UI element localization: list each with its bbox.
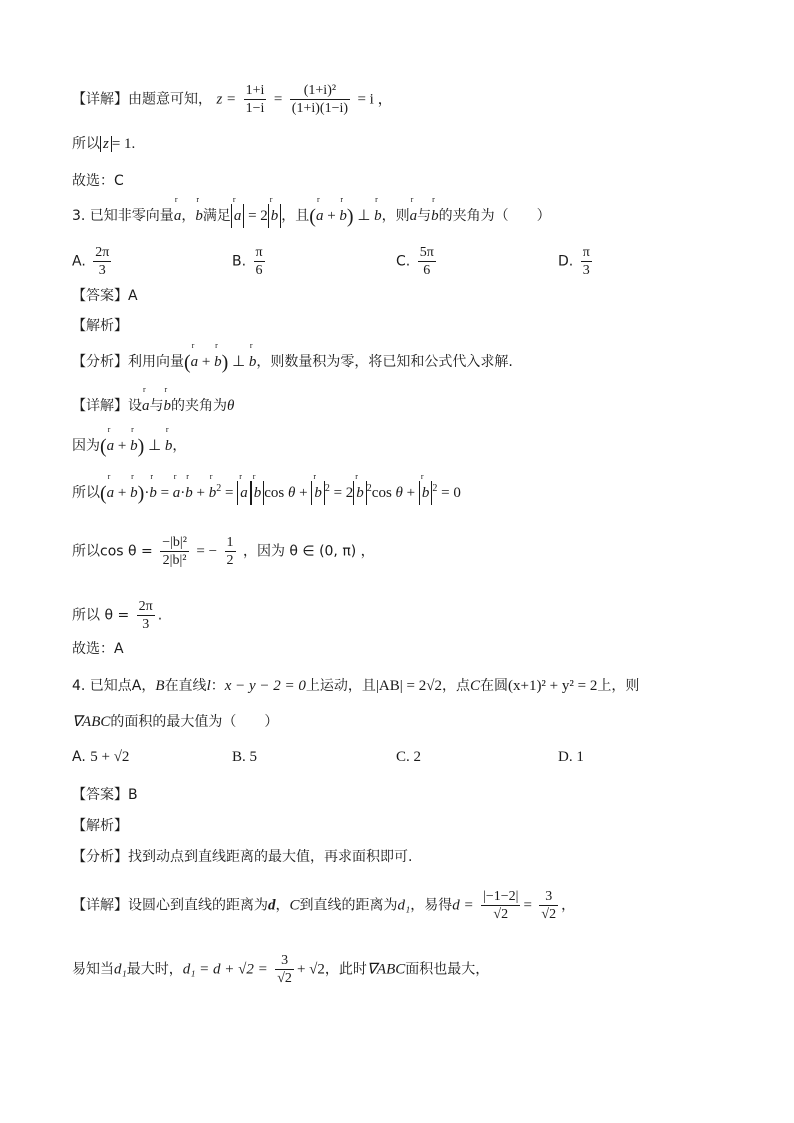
q3-option-d: D. $\frac{\pi}{3}$ xyxy=(558,245,590,278)
p2-choose: 故选：C xyxy=(72,173,124,189)
z-equation: z = xyxy=(216,91,237,108)
q4-fenxi: 【分析】找到动点到直线距离的最大值，再求面积即可. xyxy=(72,849,413,865)
q3-cos-line: 所以cos θ = $\frac{\text{−|b|²}}{\text{2|b|²}}$ = − $\frac{1}{2}$ ，因为 θ ∈ (0, π) ， xyxy=(72,535,375,568)
vector-a: r a xyxy=(174,204,182,228)
q3-theta-line: 所以 θ = $\frac{2\pi}{3}$ . xyxy=(72,599,163,632)
vector-b: r b xyxy=(195,204,203,228)
q3-option-a: A. $\frac{2\pi}{3}$ xyxy=(72,245,110,278)
q3-answer: 【答案】A xyxy=(72,288,138,304)
q4-stem: 4. 已知点A，B在直线l：x − y − 2 = 0上运动，且|AB| = 2√2，点C在圆(x+1)² + y² = 2上，则 xyxy=(72,678,640,694)
q4-analysis-tag: 【解析】 xyxy=(72,818,128,834)
q3-because: 因为(r a + r b) ⊥ r b， xyxy=(72,434,186,458)
q4-option-a: A. 5 + √2 xyxy=(72,749,130,765)
q3-option-b: B. $\frac{\pi}{6}$ xyxy=(232,245,263,278)
q3-analysis-tag: 【解析】 xyxy=(72,318,128,334)
q4-xiangjie: 【详解】设圆心到直线的距离为d，C到直线的距离为d₁，易得d = $\frac{|-1-2|}{√2}$ = $\frac{3}{√2}$ ， xyxy=(72,889,576,922)
abs-z: z xyxy=(100,136,112,152)
q3-expansion: 所以(r a + r b)·r b = r a·r b + r $b^2 = r$ ar b cos θ + r b $^2$ = 2r b $^2$cos θ + r b $^2$ = 0 xyxy=(72,477,461,501)
q3-choose: 故选：A xyxy=(72,641,124,657)
detail-tag: 【详解】 xyxy=(72,91,128,108)
q3-fenxi: 【分析】利用向量(r a + r b) ⊥ r b，则数量积为零，将已知和公式代入求解. xyxy=(72,350,513,374)
half-fraction: $\frac{1}{2}$ xyxy=(226,535,234,568)
q4-option-b: B. 5 xyxy=(232,749,258,765)
detail-text: 由题意可知， xyxy=(128,91,212,108)
cos-fraction: $\frac{\text{−|b|²}}{\text{2|b|²}}$ xyxy=(162,535,187,568)
q4-option-d: D. 1 xyxy=(558,749,584,765)
q3-option-c: C. $\frac{5\pi}{6}$ xyxy=(396,245,434,278)
fraction-1: $\frac{1+i}{1-i}$ xyxy=(245,83,265,116)
result: = i ， xyxy=(357,91,393,108)
q4-stem-2: ∇ABC的面积的最大值为（ ） xyxy=(72,714,279,730)
p2-so-line: 所以 z = 1. xyxy=(72,136,136,152)
fraction-2: $\frac{\text{(1+i)²}}{(1+i)(1-i)}$ xyxy=(291,83,349,116)
q4-line2: 易知当d₁最大时，d₁ = d + √2 = $\frac{3}{√2}$ + √2，此时∇ABC面积也最大， xyxy=(72,953,490,986)
q4-option-c: C. 2 xyxy=(396,749,422,765)
q3-stem: 3. 已知非零向量r a，r b满足r a = 2r b ，且(r a + r b) ⊥ r b，则r a与r b的夹角为（ ） xyxy=(72,204,551,228)
p2-detail-line: 【详解】由题意可知， z = $\frac{1+i}{1-i}$ = $\frac{\text{(1+i)²}}{(1+i)(1-i)}$ = i ， xyxy=(72,83,393,116)
q4-answer: 【答案】B xyxy=(72,787,138,803)
q3-xiangjie: 【详解】设r a与r b的夹角为θ xyxy=(72,394,234,418)
